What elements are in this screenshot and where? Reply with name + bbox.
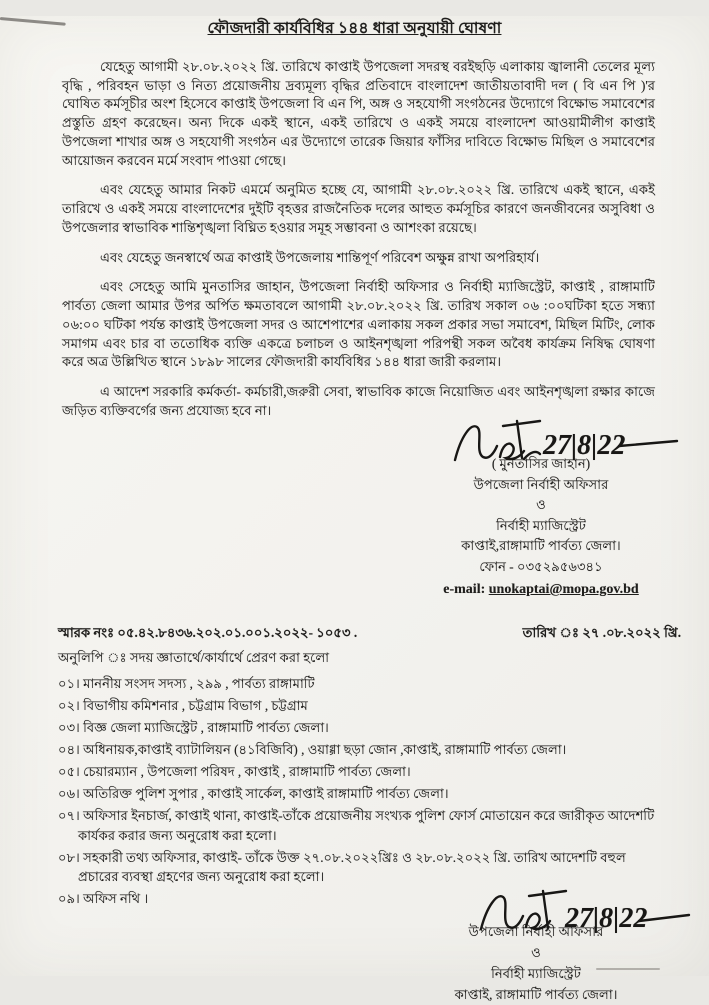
distribution-item-1: ০১। মাননীয় সংসদ সদস্য , ২৯৯ , পার্বত্য রাঙ্গামাটি xyxy=(58,675,315,691)
distribution-item-5: ০৫। চেয়ারম্যান , উপজেলা পরিষদ , কাপ্তাই , রাঙ্গামাটি পার্বত্য জেলা। xyxy=(58,764,411,780)
bottom-designation-2: নির্বাহী ম্যাজিস্ট্রেট xyxy=(491,965,581,981)
memo-date: তারিখ ঃ ২৭ .০৮.২০২২ খ্রি. xyxy=(522,624,681,640)
scan-artifact-bottom-edge xyxy=(596,968,660,970)
document-title: ফৌজদারী কার্যবিধির ১৪৪ ধারা অনুযায়ী ঘোষণা xyxy=(207,20,502,37)
distribution-item-7: ০৭। অফিসার ইনচার্জ, কাপ্তাই থানা, কাপ্তাই-তাঁকে প্রয়োজনীয় সংখ্যক পুলিশ ফোর্স মোতায়েন করে জারীকৃত আদেশটি কার্যকর করার জন্য অনুরোধ করা হলো। xyxy=(58,808,655,843)
bottom-conjunction: ও xyxy=(531,944,541,960)
distribution-item-4: ০৪। অধিনায়ক,কাপ্তাই ব্যাটালিয়ন (৪১বিজিবি) , ওয়াগ্গা ছড়া জোন ,কাপ্তাই, রাঙ্গামাটি পার্বত্য জেলা। xyxy=(58,741,567,757)
email-line xyxy=(385,579,697,601)
distribution-item-2: ০২। বিভাগীয় কমিশনার , চট্টগ্রাম বিভাগ , চট্টগ্রাম xyxy=(58,697,308,713)
phone-number: ফোন - ০৩৫২৯৫৬৩৪১ xyxy=(479,558,603,574)
signature-block-bottom xyxy=(401,902,671,1005)
distribution-item-3: ০৩। বিজ্ঞ জেলা ম্যাজিস্ট্রেট , রাঙ্গামাটি পার্বত্য জেলা। xyxy=(58,719,329,735)
body-paragraph-5: এ আদেশ সরকারি কর্মকর্তা- কর্মচারী,জরুরী সেবা, স্বাভাবিক কাজে নিয়োজিত এবং আইনশৃঙ্খলা রক্ষার কাজে জড়িত ব্যক্তিবর্গের জন্য প্রযোজ্য হবে না। xyxy=(62,384,655,418)
distribution-item-6: ০৬। অতিরিক্ত পুলিশ সুপার , কাপ্তাই সার্কেল, কাপ্তাই রাঙ্গামাটি পার্বত্য জেলা। xyxy=(58,786,449,802)
signatory-station: কাপ্তাই,রাঙ্গামাটি পার্বত্য জেলা। xyxy=(461,538,621,554)
body-paragraph-1: যেহেতু আগামী ২৮.০৮.২০২২ খ্রি. তারিখে কাপ্তাই উপজেলা সদরস্থ বরইছড়ি এলাকায় জ্বালানী তেলের মূল্য বৃদ্ধি , পরিবহন ভাড়া ও নিত্য প্রয়োজনীয় দ্রব্যমূল্য বৃদ্ধির প্রতিবাদে বাংলাদেশ জাতীয়তাবাদী দল ( বি এন পি )'র ঘোষিত কর্মসূচীর অংশ হিসেবে কাপ্তাই উপজেলা বি এন পি, অঙ্গ ও সহযোগী সংগঠনের উদ্যোগে বিক্ষোভ সমাবেশের প্রস্তুতি গ্রহণ করেছেন। অন্য দিকে একই স্থানে, একই তারিখে ও একই সময়ে বাংলাদেশ আওয়ামীলীগ কাপ্তাই উপজেলা শাখার অঙ্গ ও সহযোগী সংগঠন এর উদ্যোগে তারেক জিয়ার ফাঁসির দাবিতে বিক্ষোভ মিছিল ও সমাবেশের আয়োজন করবেন মর্মে সংবাদ পাওয়া গেছে। xyxy=(62,59,655,168)
memo-number: স্মারক নংঃ ০৫.৪২.৮৪৩৬.২০২.০১.০০১.২০২২- ১০৫৩ . xyxy=(58,624,358,640)
signatory-designation-1: উপজেলা নির্বাহী অফিসার xyxy=(473,476,609,492)
email-address: unokaptai@mopa.gov.bd xyxy=(488,582,639,598)
scanned-document-page xyxy=(0,16,709,1003)
distribution-item-9: ০৯। অফিস নথি । xyxy=(58,891,149,907)
body-paragraph-3: এবং যেহেতু জনস্বার্থে অত্র কাপ্তাই উপজেলায় শান্তিপূর্ণ পরিবেশ অক্ষুন্ন রাখা অপরিহার্য। xyxy=(100,249,540,265)
email-label: e-mail: xyxy=(443,582,486,598)
signatory-designation-2: নির্বাহী ম্যাজিস্ট্রেট xyxy=(496,517,586,533)
distribution-item-8: ০৮। সহকারী তথ্য অফিসার, কাপ্তাই- তাঁকে উক্ত ২৭.০৮.২০২২খ্রিঃ ও ২৮.০৮.২০২২ খ্রি. তারিখ আদেশটি বহুল প্রচারের ব্যবস্থা গ্রহণের জন্য অনুরোধ করা হলো। xyxy=(58,849,626,885)
signatory-conjunction: ও xyxy=(536,497,546,513)
signature-block-top xyxy=(385,430,697,600)
body-paragraph-4: এবং সেহেতু আমি মুনতাসির জাহান, উপজেলা নির্বাহী অফিসার ও নির্বাহী ম্যাজিস্ট্রেট, কাপ্তাই , রাঙ্গামাটি পার্বত্য জেলা আমার উপর অর্পিত ক্ষমতাবলে আগামী ২৮.০৮.২০২২ খ্রি. তারিখ সকাল ০৬ :০০ঘটিকা হতে সন্ধ্যা ০৬:০০ ঘটিকা পর্যন্ত কাপ্তাই উপজেলা সদর ও আশেপাশের এলাকায় সকল প্রকার সভা সমাবেশ, মিছিল মিটিং, লোক সমাগম এবং চার বা ততোধিক ব্যক্তি একত্রে চলাচল ও আইনশৃঙ্খলা পরিপন্থী সকল অবৈধ কার্যক্রম নিষিদ্ধ ঘোষণা করে অত্র উল্লিখিত স্থানে ১৮৯৮ সালের ফৌজদারী কার্যবিধির ১৪৪ ধারা জারী করলাম। xyxy=(62,279,655,370)
bottom-station: কাপ্তাই, রাঙ্গামাটি পার্বত্য জেলা। xyxy=(454,987,618,1003)
distribution-list xyxy=(58,674,669,909)
document-body xyxy=(62,58,655,420)
signature-date-top: 27|8|22 xyxy=(543,430,626,462)
memo-row xyxy=(58,623,681,645)
copy-heading: অনুলিপি ঃ সদয় জ্ঞাতার্থে/কার্যার্থে প্রেরণ করা হলো xyxy=(58,649,330,665)
signature-date-bottom: 27|8|22 xyxy=(565,902,648,934)
signatory-name: ( মুনতাসির জাহান) xyxy=(491,456,591,472)
body-paragraph-2: এবং যেহেতু আমার নিকট এমর্মে অনুমিত হচ্ছে যে, আগামী ২৮.০৮.২০২২ খ্রি. তারিখে একই স্থানে, একই তারিখে ও একই সময়ে বাংলাদেশের দুইটি বৃহত্তর রাজনৈতিক দলের আহুত কর্মসূচির কারণে জনজীবনের অসুবিধা ও উপজেলার স্বাভাবিক শান্তিশৃঙ্খলা বিঘ্নিত হওয়ার সমূহ সম্ভাবনা ও আশংকা রয়েছে। xyxy=(62,182,655,235)
bottom-designation-1: উপজেলা নির্বাহী অফিসার xyxy=(468,923,604,939)
